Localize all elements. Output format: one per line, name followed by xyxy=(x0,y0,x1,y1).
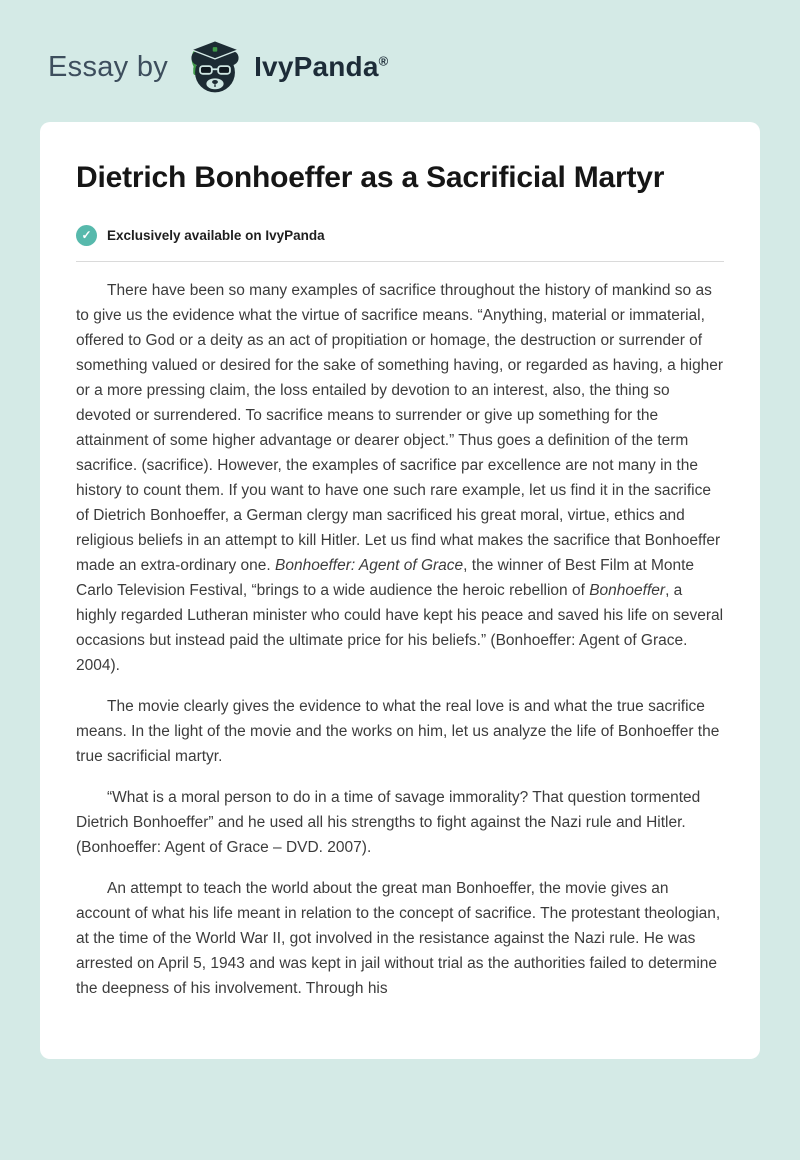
page-header xyxy=(0,0,800,122)
essay-paragraph: The movie clearly gives the evidence to what the real love is and what the true sacrifice means. In the light of the movie and the works on him, let us analyze the life of Bonhoeffer the true sacrificial martyr. xyxy=(76,697,720,765)
essay-by-label: Essay by xyxy=(48,50,169,83)
registered-mark: ® xyxy=(378,53,389,69)
essay-paragraph: An attempt to teach the world about the great man Bonhoeffer, the movie gives an account of what his life meant in relation to the concept of sacrifice. The protestant theologian, at the time of the World War II, got involved in the resistance against the Nazi rule. He was arrested on April 5, 1943 and was kept in jail without trial as the authorities failed to determine the deepness of his involvement. Through his xyxy=(76,879,721,997)
ivypanda-logo[interactable] xyxy=(186,38,388,96)
essay-body xyxy=(76,278,724,1001)
brand-name: IvyPanda® xyxy=(254,51,389,82)
essay-paragraph: “What is a moral person to do in a time of savage immorality? That question tormented Dietrich Bonhoeffer” and he used all his strengths to fight against the Nazi rule and Hitler. (Bonhoeffer: Agent of Grace – DVD. 2007). xyxy=(76,788,701,856)
availability-label: Exclusively available on IvyPanda xyxy=(107,227,325,243)
panda-graduate-icon xyxy=(186,38,244,96)
essay-paragraph: There have been so many examples of sacrifice throughout the history of mankind so as to give us the evidence what the virtue of sacrifice means. “Anything, material or immaterial, offered to God or a deity as an act of propitiation or homage, the destruction or surrender of something valued or desired for the sake of something having, or regarded as having, a higher or a more pressing claim, the loss entailed by devotion to an interest, also, the thing so devoted or surrendered. To sacrifice means to surrender or give up something for the attainment of some higher advantage or dearer object.” Thus goes a definition of the term sacrifice. (sacrifice). However, the examples of sacrifice par excellence are not many in the history to count them. If you want to have one such rare example, let us find it in the sacrifice of Dietrich Bonhoeffer, a German clergy man sacrificed his great moral, virtue, ethics and religious beliefs in an attempt to kill Hitler. Let us find what makes the sacrifice that Bonhoeffer made an extra-ordinary one. Bonhoeffer: Agent of Grace, the winner of Best Film at Monte Carlo Television Festival, “brings to a wide audience the heroic rebellion of Bonhoeffer, a highly regarded Lutheran minister who could have kept his peace and saved his life on several occasions but instead paid the ultimate price for his beliefs.” (Bonhoeffer: Agent of Grace. 2004). xyxy=(76,281,724,674)
check-icon: ✓ xyxy=(76,225,97,246)
essay-title: Dietrich Bonhoeffer as a Sacrificial Martyr xyxy=(76,161,665,194)
availability-badge xyxy=(76,225,724,246)
essay-card xyxy=(40,122,760,1059)
divider xyxy=(76,261,724,262)
